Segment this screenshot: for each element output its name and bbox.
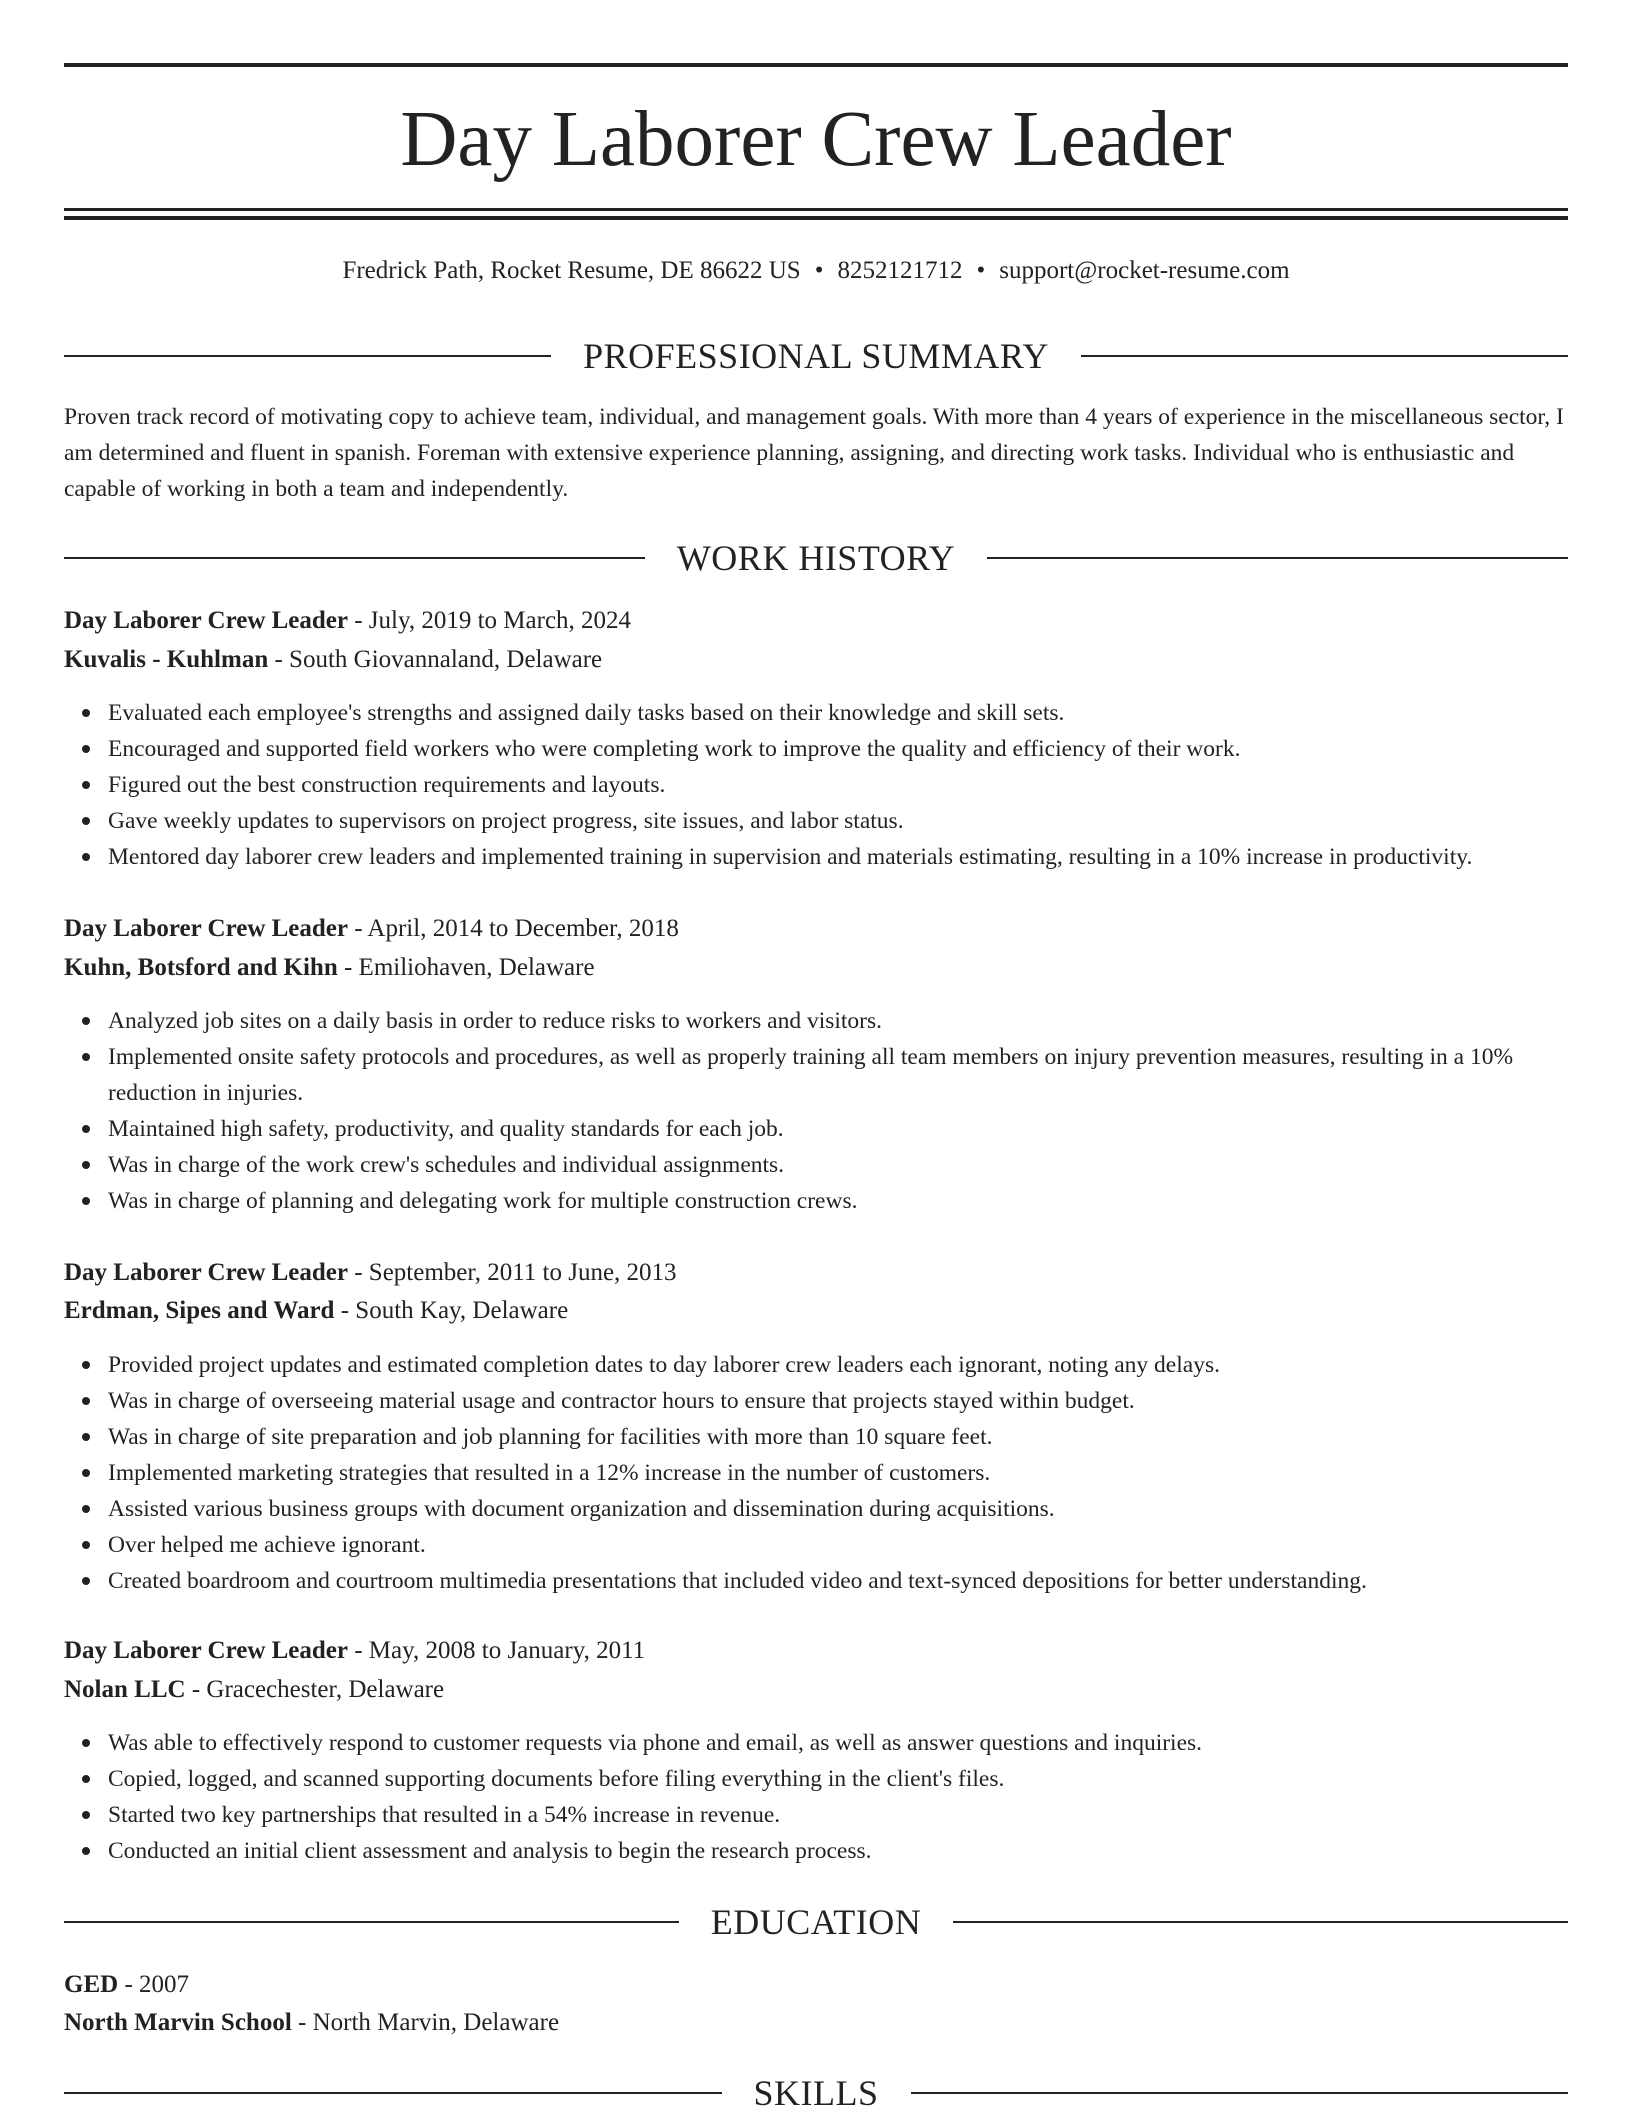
section-rule bbox=[987, 557, 1568, 559]
job-title: Day Laborer Crew Leader bbox=[64, 607, 348, 634]
job-bullet: Was in charge of site preparation and job planning for facilities with more than 10 square feet. bbox=[108, 1419, 1568, 1455]
company-line bbox=[64, 950, 1568, 986]
job-title-line bbox=[64, 911, 1568, 947]
job-bullet: Was able to effectively respond to customer requests via phone and email, as well as answer questions and inquiries. bbox=[108, 1725, 1568, 1761]
contact-separator: • bbox=[814, 257, 824, 284]
job-bullet: Encouraged and supported field workers who were completing work to improve the quality and efficiency of their work. bbox=[108, 731, 1568, 767]
job-bullet: Started two key partnerships that resulted in a 54% increase in revenue. bbox=[108, 1797, 1568, 1833]
contact-phone: 8252121712 bbox=[837, 257, 963, 284]
job-title: Day Laborer Crew Leader bbox=[64, 1259, 348, 1286]
job-bullet-list bbox=[64, 695, 1568, 875]
job-dates: - September, 2011 to June, 2013 bbox=[354, 1259, 677, 1286]
contact-line bbox=[64, 253, 1568, 289]
section-rule bbox=[64, 557, 645, 559]
header-double-rule-lower bbox=[64, 216, 1568, 220]
section-title: EDUCATION bbox=[710, 1902, 922, 1942]
job-title-line bbox=[64, 603, 1568, 639]
section-title: WORK HISTORY bbox=[676, 538, 956, 578]
section-title: SKILLS bbox=[753, 2073, 879, 2113]
job-bullet-list bbox=[64, 1003, 1568, 1219]
job-bullet: Maintained high safety, productivity, and quality standards for each job. bbox=[108, 1111, 1568, 1147]
job-bullet: Copied, logged, and scanned supporting documents before filing everything in the client's files. bbox=[108, 1761, 1568, 1797]
job-bullet-list bbox=[64, 1725, 1568, 1869]
job-bullet: Gave weekly updates to supervisors on project progress, site issues, and labor status. bbox=[108, 803, 1568, 839]
job-bullet: Analyzed job sites on a daily basis in order to reduce risks to workers and visitors. bbox=[108, 1003, 1568, 1039]
job-bullet: Was in charge of overseeing material usage and contractor hours to ensure that projects stayed within budget. bbox=[108, 1383, 1568, 1419]
company-name: Erdman, Sipes and Ward bbox=[64, 1297, 335, 1324]
section-header-education bbox=[64, 1900, 1568, 1944]
resume-title: Day Laborer Crew Leader bbox=[400, 96, 1232, 183]
job-dates: - April, 2014 to December, 2018 bbox=[354, 915, 679, 942]
job-bullet: Evaluated each employee's strengths and assigned daily tasks based on their knowledge and skill sets. bbox=[108, 695, 1568, 731]
contact-email: support@rocket-resume.com bbox=[999, 257, 1290, 284]
summary-text: Proven track record of motivating copy to achieve team, individual, and management goals. With more than 4 years of experience in the miscellaneous sector, I am determined and fluent in spanish. Foreman with extensive experience planning, assigning, and directing work tasks. Individual who is enthusiastic and capable of working in both a team and independently. bbox=[64, 404, 1564, 502]
job-bullet-list bbox=[64, 1347, 1568, 1599]
section-rule bbox=[911, 2092, 1569, 2094]
company-location: - South Giovannaland, Delaware bbox=[274, 646, 603, 673]
company-line bbox=[64, 1293, 1568, 1329]
contact-address: Fredrick Path, Rocket Resume, DE 86622 US bbox=[342, 257, 801, 284]
company-line bbox=[64, 642, 1568, 678]
company-name: Nolan LLC bbox=[64, 1676, 186, 1703]
job-bullet: Conducted an initial client assessment and analysis to begin the research process. bbox=[108, 1833, 1568, 1869]
education-degree: GED bbox=[64, 1971, 119, 1998]
section-header-skills bbox=[64, 2071, 1568, 2115]
section-rule bbox=[64, 2092, 722, 2094]
section-header-work-history bbox=[64, 536, 1568, 580]
company-location: - Emiliohaven, Delaware bbox=[343, 954, 595, 981]
job-bullet: Was in charge of the work crew's schedules and individual assignments. bbox=[108, 1147, 1568, 1183]
section-rule bbox=[953, 1921, 1568, 1923]
company-name: Kuhn, Botsford and Kihn bbox=[64, 954, 338, 981]
header-double-rule-upper bbox=[64, 208, 1568, 211]
job-bullet: Provided project updates and estimated completion dates to day laborer crew leaders each ignorant, noting any delays. bbox=[108, 1347, 1568, 1383]
job-bullet: Mentored day laborer crew leaders and implemented training in supervision and materials estimating, resulting in a 10% increase in productivity. bbox=[108, 839, 1568, 875]
section-rule bbox=[1081, 355, 1568, 357]
job-dates: - May, 2008 to January, 2011 bbox=[354, 1637, 646, 1664]
job-bullet: Figured out the best construction requirements and layouts. bbox=[108, 767, 1568, 803]
company-location: - South Kay, Delaware bbox=[340, 1297, 569, 1324]
job-title-line bbox=[64, 1633, 1568, 1669]
section-rule bbox=[64, 1921, 679, 1923]
education-degree-line bbox=[64, 1967, 1568, 2003]
job-bullet: Created boardroom and courtroom multimedia presentations that included video and text-synced depositions for better understanding. bbox=[108, 1563, 1568, 1599]
education-school: North Marvin School bbox=[64, 2009, 292, 2036]
education-year: - 2007 bbox=[124, 1971, 190, 1998]
job-dates: - July, 2019 to March, 2024 bbox=[354, 607, 632, 634]
job-bullet: Assisted various business groups with document organization and dissemination during acquisitions. bbox=[108, 1491, 1568, 1527]
section-rule bbox=[64, 355, 551, 357]
section-title: PROFESSIONAL SUMMARY bbox=[583, 336, 1049, 376]
job-bullet: Implemented onsite safety protocols and procedures, as well as properly training all team members on injury prevention measures, resulting in a 10% reduction in injuries. bbox=[108, 1039, 1568, 1111]
header-top-rule bbox=[64, 63, 1568, 67]
company-name: Kuvalis - Kuhlman bbox=[64, 646, 269, 673]
job-bullet: Over helped me achieve ignorant. bbox=[108, 1527, 1568, 1563]
section-header-summary bbox=[64, 334, 1568, 378]
job-title-line bbox=[64, 1255, 1568, 1291]
education-location: - North Marvin, Delaware bbox=[298, 2009, 560, 2036]
job-bullet: Was in charge of planning and delegating work for multiple construction crews. bbox=[108, 1183, 1568, 1219]
job-title: Day Laborer Crew Leader bbox=[64, 915, 348, 942]
education-school-line bbox=[64, 2005, 1568, 2041]
company-line bbox=[64, 1672, 1568, 1708]
contact-separator: • bbox=[976, 257, 986, 284]
job-title: Day Laborer Crew Leader bbox=[64, 1637, 348, 1664]
job-bullet: Implemented marketing strategies that resulted in a 12% increase in the number of customers. bbox=[108, 1455, 1568, 1491]
company-location: - Gracechester, Delaware bbox=[191, 1676, 445, 1703]
